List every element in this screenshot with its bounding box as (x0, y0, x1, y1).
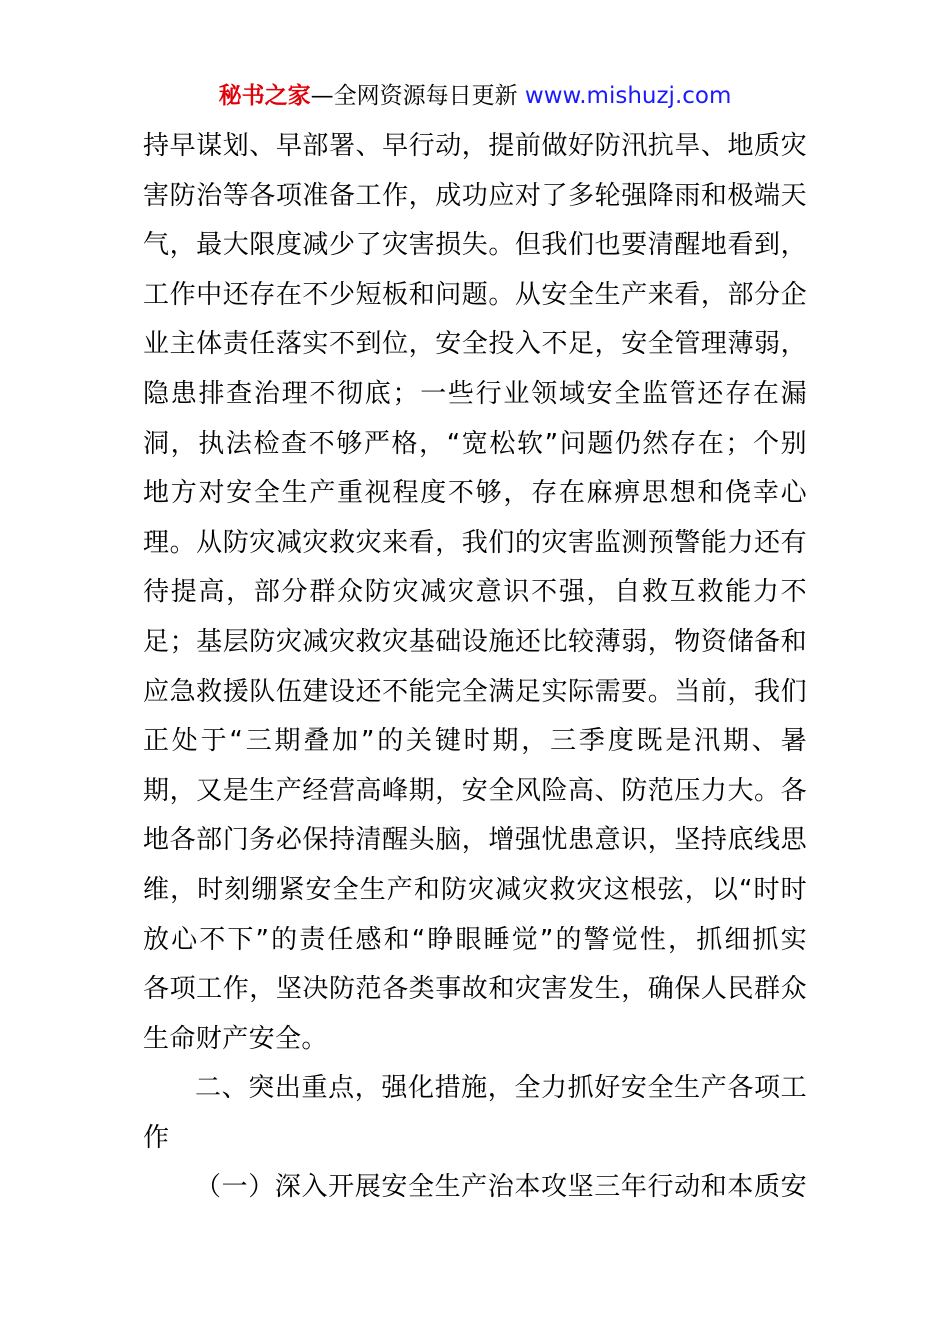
body-line: 应急救援队伍建设还不能完全满足实际需要。当前，我们 (143, 676, 807, 707)
body-line: 足；基层防灾减灾救灾基础设施还比较薄弱，物资储备和 (143, 626, 807, 657)
brand-name: 秘书之家 (218, 83, 311, 109)
document-body (143, 122, 807, 1213)
section-heading: 二、突出重点，强化措施，全力抓好安全生产各项工 (195, 1073, 807, 1104)
body-line: 工作中还存在不少短板和问题。从安全生产来看，部分企 (143, 279, 807, 310)
body-line: 地各部门务必保持清醒头脑，增强忧患意识，坚持底线思 (143, 825, 807, 856)
section-heading-continued: 作 (143, 1122, 170, 1153)
body-line: 正处于“三期叠加”的关键时期，三季度既是汛期、暑 (143, 726, 807, 757)
body-line: 业主体责任落实不到位，安全投入不足，安全管理薄弱， (143, 329, 807, 360)
body-line: 待提高，部分群众防灾减灾意识不强，自救互救能力不 (143, 577, 807, 608)
body-line: 各项工作，坚决防范各类事故和灾害发生，确保人民群众 (143, 974, 807, 1005)
body-line: 持早谋划、早部署、早行动，提前做好防汛抗旱、地质灾 (143, 131, 807, 161)
body-line: 洞，执法检查不够严格，“宽松软”问题仍然存在；个别 (143, 428, 807, 459)
site-url-link[interactable]: www.mishuzj.com (524, 83, 732, 109)
body-line: 理。从防灾减灾救灾来看，我们的灾害监测预警能力还有 (143, 527, 807, 558)
body-line: 害防治等各项准备工作，成功应对了多轮强降雨和极端天 (143, 180, 807, 211)
body-line: 放心不下”的责任感和“睁眼睡觉”的警觉性，抓细抓实 (143, 924, 807, 955)
subsection-heading: （一）深入开展安全生产治本攻坚三年行动和本质安 (195, 1172, 807, 1203)
body-line: 期，又是生产经营高峰期，安全风险高、防范压力大。各 (143, 775, 807, 806)
body-line: 隐患排查治理不彻底；一些行业领域安全监管还存在漏 (143, 378, 807, 409)
site-header (0, 80, 950, 112)
body-line: 地方对安全生产重视程度不够，存在麻痹思想和侥幸心 (143, 478, 807, 509)
header-tagline: —全网资源每日更新 (310, 83, 518, 109)
body-line: 气，最大限度减少了灾害损失。但我们也要清醒地看到， (143, 230, 807, 261)
body-line: 维，时刻绷紧安全生产和防灾减灾救灾这根弦，以“时时 (143, 874, 807, 905)
body-line: 生命财产安全。 (143, 1023, 328, 1054)
